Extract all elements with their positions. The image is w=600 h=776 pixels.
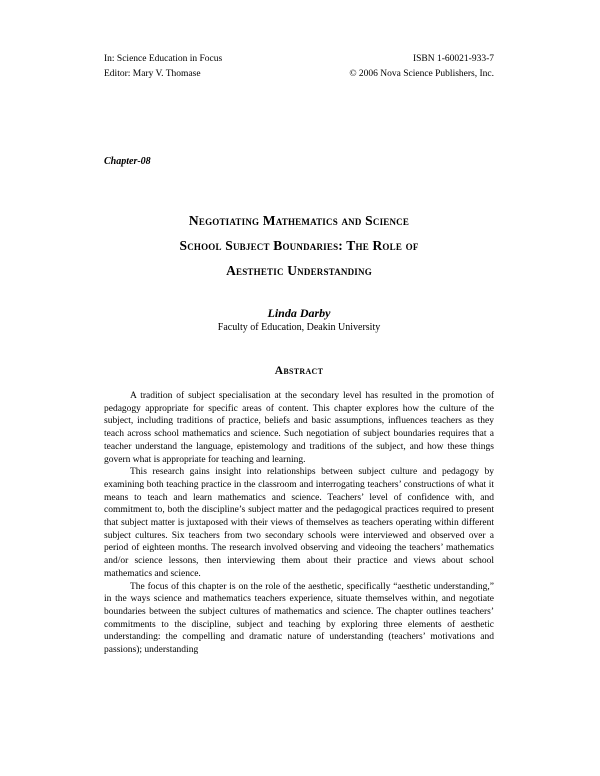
author-name: Linda Darby — [267, 306, 331, 320]
abstract-paragraph: A tradition of subject specialisation at the secondary level has resulted in the promotion of pedagogy appropriate for specific areas of content. This chapter explores how the culture of the subject, including traditions of practice, beliefs and basic assumptions, influences teachers as they teach across school mathematics and science. Such negotiation of subject boundaries requires that a teacher understand the language, epistemology and traditions of the subject, and how these things govern what is appropriate for teaching and learning. — [104, 391, 494, 465]
title-line: Negotiating Mathematics and Science — [188, 213, 410, 228]
editor-line: Editor: Mary V. Thomase — [104, 69, 201, 79]
header-left — [104, 52, 222, 82]
abstract-paragraph: The focus of this chapter is on the role of the aesthetic, specifically “aesthetic understanding,” in the ways science and mathematics teachers experience, situate themselves within, and negotiate boundaries between the subject cultures of mathematics and science. The chapter outlines teachers’ commitments to the discipline, subject and teaching by exploring three elements of aesthetic understanding: the compelling and dramatic nature of understanding (teachers’ motivations and passions); understanding — [104, 581, 494, 656]
author-affiliation: Faculty of Education, Deakin University — [217, 322, 381, 333]
paper-title — [104, 208, 494, 283]
abstract-body — [104, 390, 494, 657]
title-line: Aesthetic Understanding — [226, 263, 372, 278]
copyright-line: © 2006 Nova Science Publishers, Inc. — [349, 69, 494, 79]
abstract-heading: Abstract — [274, 365, 324, 377]
title-line: School Subject Boundaries: The Role of — [179, 238, 419, 253]
header-right — [349, 52, 494, 82]
abstract-paragraph: This research gains insight into relationships between subject culture and pedagogy by examining both teaching practice in the classroom and interrogating teachers’ constructions of what it means to teach and learn mathematics and science. Teachers’ level of confidence with, and commitment to, both the discipline’s subject matter and the pedagogical practices required to present that subject matter is juxtaposed with their views of themselves as teachers operating within different subject cultures. Six teachers from two secondary schools were interviewed and observed over a period of eighteen months. The research involved observing and videoing the teachers’ mathematics and/or science lessons, then interviewing them about their practice and views about school mathematics and science. — [104, 467, 494, 579]
series-line: In: Science Education in Focus — [104, 54, 223, 64]
isbn-line: ISBN 1-60021-933-7 — [412, 54, 494, 64]
chapter-label: Chapter-08 — [104, 156, 151, 167]
